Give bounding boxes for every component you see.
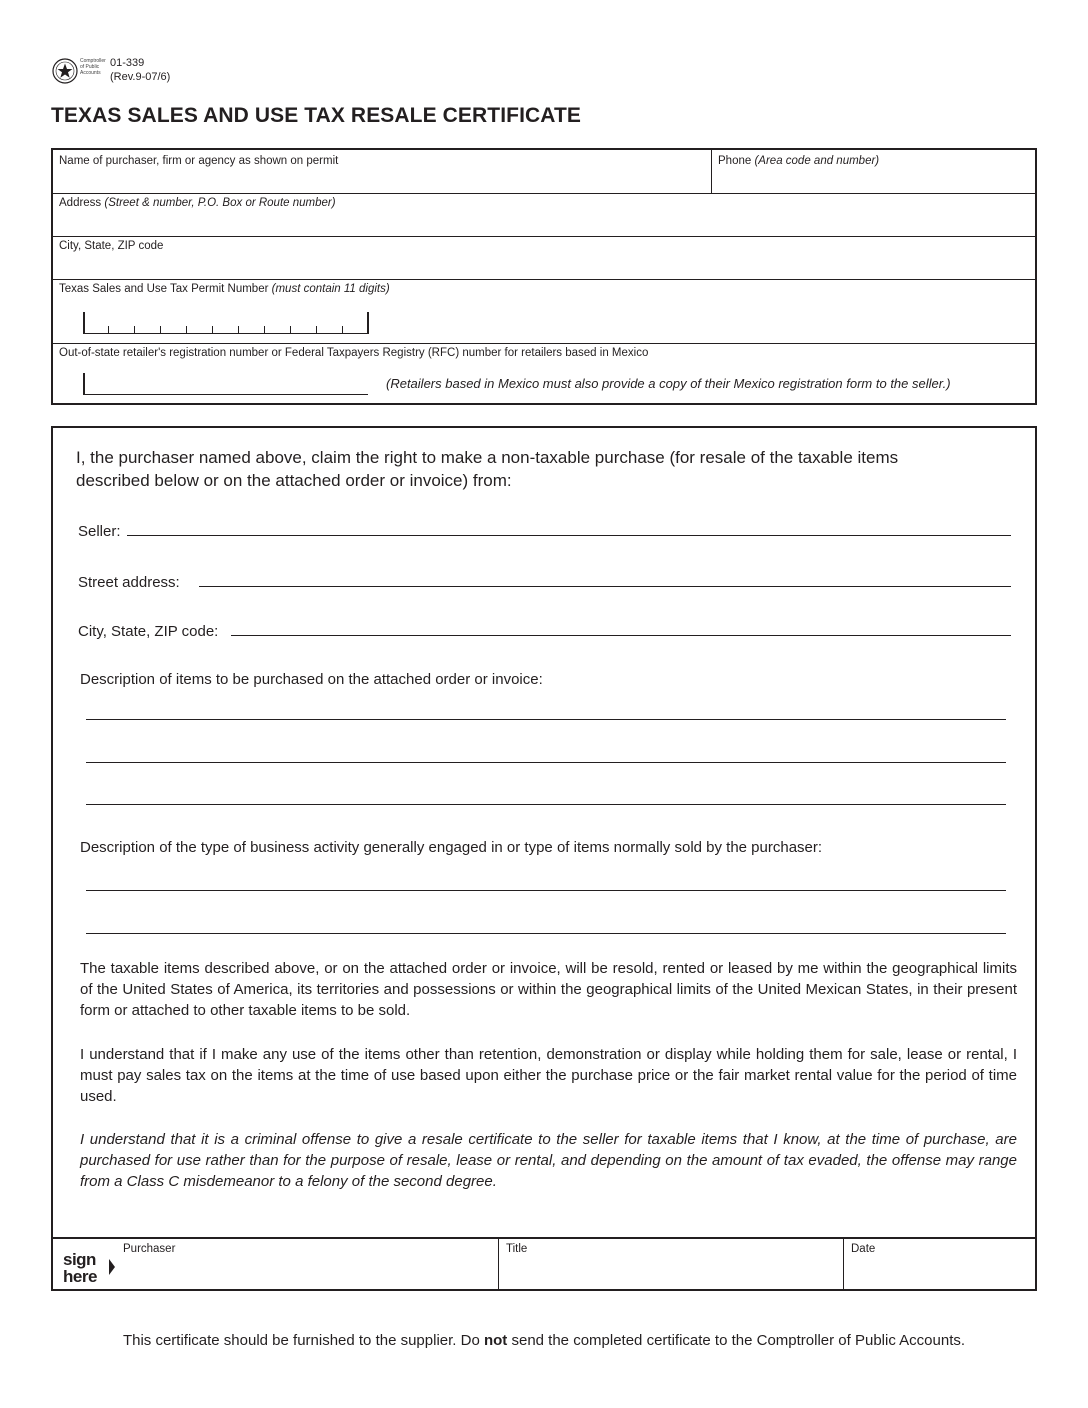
signature-divider [498,1239,499,1289]
purchaser-name-label: Name of purchaser, firm or agency as shown on permit [59,155,339,167]
footer-text-before: This certificate should be furnished to the supplier. Do [122,1332,484,1349]
seller-input[interactable] [127,535,1011,536]
sign-here-label [63,1251,97,1285]
permit-number-hint: (must contain 11 digits) [271,283,390,295]
phone-field[interactable] [718,154,879,168]
seal-text: Comptroller of Public Accounts [80,58,106,76]
street-address-input[interactable] [199,586,1011,587]
items-description-line-3[interactable] [86,804,1006,805]
use-tax-statement: I understand that if I make any use of the items other than retention, demonstration or display while holding them for sale, lease or rental, I must pay sales tax on the items at the time of use based upon either the purchase price or the fair market rental value for the period of time used. [80,1046,1017,1105]
permit-number-label-block [59,282,390,296]
date-label: Date [851,1243,876,1255]
street-address-label: Street address: [78,574,180,591]
row-divider [53,236,1035,237]
rfc-label: Out-of-state retailer's registration number or Federal Taxpayers Registry (RFC) number for retailers based in Mexico [59,347,649,359]
resale-statement: The taxable items described above, or on the attached order or invoice, will be resold, rented or leased by me within the geographical limits of the United States of America, its territories and possessions or within the geographical limits of the United Mexican States, in their present form or attached to other taxable items to be sold. [80,960,1017,1019]
row-divider [53,193,1035,194]
purchaser-signature-field[interactable] [113,1257,493,1287]
signature-divider [843,1239,844,1289]
form-revision: (Rev.9-07/6) [110,71,171,83]
address-field[interactable] [59,196,336,210]
footer-note [0,1332,1088,1349]
seller-city-input[interactable] [231,635,1011,636]
items-description-line-1[interactable] [86,719,1006,720]
address-hint: (Street & number, P.O. Box or Route number) [104,197,336,209]
title-label: Title [506,1243,528,1255]
rfc-note: (Retailers based in Mexico must also provide a copy of their Mexico registration form to the seller.) [386,376,951,391]
footer-text-bold: not [483,1332,508,1349]
seller-label: Seller: [78,523,121,540]
business-description-line-2[interactable] [86,933,1006,934]
sign-here-line2: here [63,1267,97,1286]
phone-label: Phone [718,155,752,167]
phone-divider [711,150,712,193]
criminal-offense-statement: I understand that it is a criminal offense to give a resale certificate to the seller for taxable items that I know, at the time of purchase, are purchased for use rather than for the purpose of resale, lease or rental, and depending on the amount of tax evaded, the offense may range from a Class C misdemeanor to a felony of the second degree. [80,1131,1017,1190]
rfc-number-input[interactable] [83,373,368,395]
sign-here-line1: sign [63,1250,96,1269]
row-divider [53,279,1035,280]
seller-city-label: City, State, ZIP code: [78,623,219,640]
items-description-line-2[interactable] [86,762,1006,763]
texas-comptroller-seal-icon [52,58,78,84]
form-number: 01-339 [110,57,145,69]
claim-statement: I, the purchaser named above, claim the right to make a non-taxable purchase (for resale of the taxable items described below or on the attached order or invoice) from: [76,448,899,490]
purchaser-info-box [51,148,1037,405]
title-field[interactable] [503,1257,838,1287]
row-divider [53,343,1035,344]
signature-row [53,1237,1035,1289]
items-description-label: Description of items to be purchased on the attached order or invoice: [80,671,543,688]
permit-number-input[interactable] [83,312,368,334]
business-description-line-1[interactable] [86,890,1006,891]
footer-text-after: send the completed certificate to the Comptroller of Public Accounts. [507,1332,966,1349]
form-number-block [110,56,170,84]
purchaser-name-field[interactable] [59,154,338,168]
business-description-label: Description of the type of business activity generally engaged in or type of items normally sold by the purchaser: [80,839,823,856]
city-state-zip-field[interactable] [59,239,163,253]
page-title: TEXAS SALES AND USE TAX RESALE CERTIFICATE [51,104,582,127]
city-state-zip-label: City, State, ZIP code [59,240,164,252]
address-label: Address [59,197,102,209]
purchaser-signature-label: Purchaser [123,1243,176,1255]
claim-box [51,426,1037,1291]
phone-hint: (Area code and number) [754,155,880,167]
permit-number-label: Texas Sales and Use Tax Permit Number [59,283,269,295]
date-field[interactable] [848,1257,1028,1287]
